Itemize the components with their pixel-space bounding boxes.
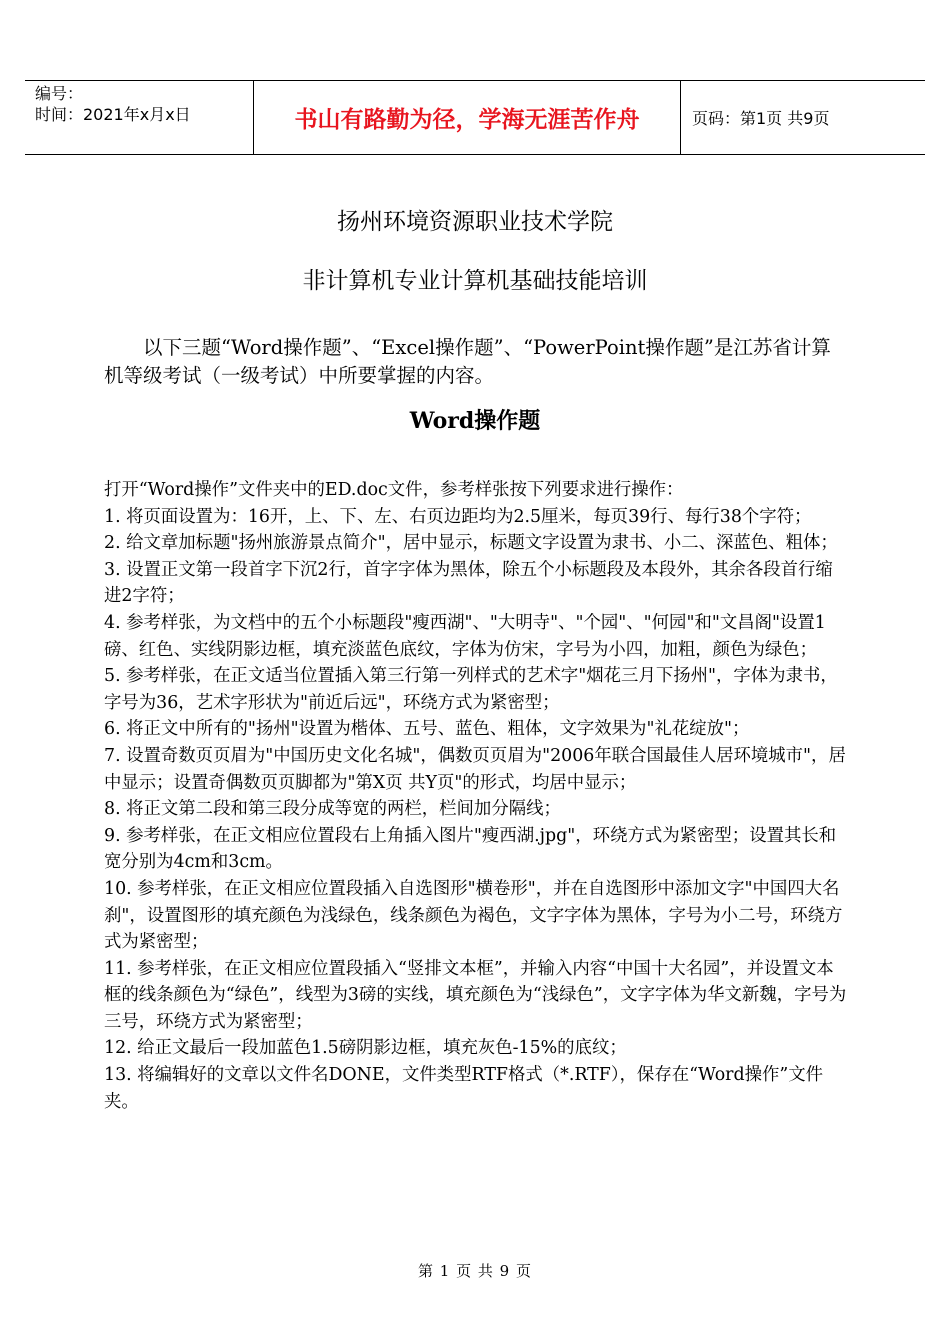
- intro-text: 以下三题“Word操作题”、“Excel操作题”、“PowerPoint操作题”是江苏省计算机等级考试（一级考试）中所要掌握的内容。: [104, 336, 831, 387]
- instruction-item: 2. 给文章加标题"扬州旅游景点简介"，居中显示，标题文字设置为隶书、小二、深蓝色、粗体；: [104, 533, 838, 554]
- document-number-label: 编号：: [35, 84, 84, 103]
- instructions-list: [104, 477, 850, 1115]
- header-table: [25, 80, 925, 155]
- header-page-info: 页码：第1页 共9页: [692, 109, 830, 128]
- instruction-intro: 打开“Word操作”文件夹中的ED.doc文件，参考样张按下列要求进行操作：: [104, 480, 684, 500]
- instruction-item: 8. 将正文第二段和第三段分成等宽的两栏，栏间加分隔线；: [104, 799, 561, 820]
- instruction-item: 4. 参考样张，为文档中的五个小标题段"瘦西湖"、"大明寺"、"个园"、"何园"和"文昌阁"设置1磅、红色、实线阴影边框，填充淡蓝色底纹，字体为仿宋，字号为小四，加粗，颜色为绿色；: [104, 612, 826, 660]
- instruction-item: 5. 参考样张，在正文适当位置插入第三行第一列样式的艺术字"烟花三月下扬州"，字体为隶书，字号为36，艺术字形状为"前近后远"，环绕方式为紧密型；: [104, 666, 838, 713]
- page-footer: 第 1 页 共 9 页: [418, 1262, 532, 1280]
- instruction-item: 12. 给正文最后一段加蓝色1.5磅阴影边框，填充灰色-15%的底纹；: [104, 1038, 627, 1059]
- instruction-item: 1. 将页面设置为：16开，上、下、左、右页边距均为2.5厘米，每页39行、每行38个字符；: [104, 506, 812, 527]
- header-motto: 书山有路勤为径，学海无涯苦作舟: [254, 81, 681, 154]
- school-title: 扬州环境资源职业技术学院: [337, 209, 613, 235]
- instruction-item: 13. 将编辑好的文章以文件名DONE，文件类型RTF格式（*.RTF），保存在“Word操作”文件夹。: [104, 1065, 824, 1112]
- instruction-item: 6. 将正文中所有的"扬州"设置为楷体、五号、蓝色、粗体，文字效果为"礼花绽放"；: [104, 719, 750, 740]
- instruction-item: 9. 参考样张，在正文相应位置段右上角插入图片"瘦西湖.jpg"，环绕方式为紧密型；设置其长和宽分别为4cm和3cm。: [104, 825, 837, 873]
- instruction-item: 7. 设置奇数页页眉为"中国历史文化名城"，偶数页页眉为"2006年联合国最佳人居环境城市"，居中显示；设置奇偶数页页脚都为"第X页 共Y页"的形式，均居中显示；: [104, 745, 846, 793]
- course-title: 非计算机专业计算机基础技能培训: [302, 268, 648, 294]
- section-title: Word操作题: [409, 408, 541, 434]
- instruction-item: 10. 参考样张，在正文相应位置段插入自选图形"横卷形"，并在自选图形中添加文字"中国四大名刹"，设置图形的填充颜色为浅绿色，线条颜色为褐色，文字字体为黑体，字号为小二号，环绕方式为紧密型；: [104, 878, 843, 953]
- document-time-label: 时间：2021年x月x日: [35, 105, 191, 124]
- header-left-cell: [25, 81, 254, 154]
- instruction-item: 11. 参考样张，在正文相应位置段插入“竖排文本框”，并输入内容“中国十大名园”，并设置文本框的线条颜色为“绿色”，线型为3磅的实线，填充颜色为“浅绿色”，文字字体为华文新魏，字号为三号，环绕方式为紧密型；: [104, 958, 847, 1032]
- instruction-item: 3. 设置正文第一段首字下沉2行，首字字体为黑体，除五个小标题段及本段外，其余各段首行缩进2字符；: [104, 559, 833, 607]
- intro-paragraph: [104, 334, 850, 390]
